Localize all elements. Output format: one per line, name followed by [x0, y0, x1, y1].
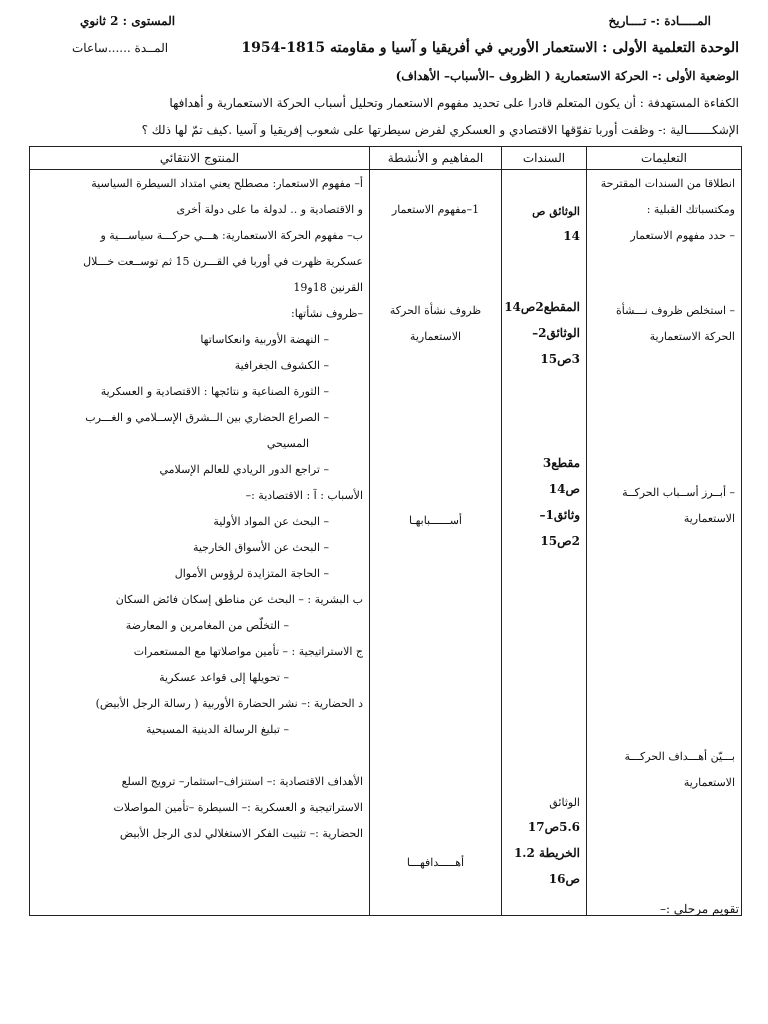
product-line: الاستراتيجية و العسكرية :– السيطرة –تأمين المواصلات: [113, 801, 363, 814]
sources-cell: [502, 170, 587, 916]
evaluation-label: تقويم مرحلي :–: [659, 902, 739, 916]
product-line: – الكشوف الجغرافية: [234, 359, 329, 372]
source-line: وثائق1–: [539, 508, 580, 522]
source-line: الخريطة 1.2: [513, 846, 580, 860]
product-line: د الحضارية :– نشر الحضارة الأوربية ( رسالة الرجل الأبيض): [95, 697, 363, 710]
product-line: – الصراع الحضاري بين الــشرق الإســلامي و الغـــرب: [85, 411, 329, 424]
instruction-line: – أبــرز أســباب الحركــة: [622, 486, 735, 499]
situation-title: الوضعية الأولى :- الحركة الاستعمارية ( الظروف –الأسباب– الأهداف): [395, 69, 739, 83]
subject-label: المـــــادة :- تــــاريخ: [608, 14, 711, 28]
source-line: مقطع3: [542, 456, 580, 470]
table-header-row: [30, 147, 742, 170]
lesson-table: [29, 146, 742, 916]
product-line: – البحث عن الأسواق الخارجية: [192, 541, 329, 554]
competence-text: الكفاءة المستهدفة : أن يكون المتعلم قادرا على تحديد مفهوم الاستعمار وتحليل أسباب الحركة الاستعمارية و أهدافها: [169, 96, 739, 110]
concept-line: الاستعمارية: [409, 330, 462, 343]
instruction-line: ومكتسباتك القبلية :: [646, 203, 735, 216]
product-line: الحضارية :– تثبيت الفكر الاستغلالي لدى الرجل الأبيض: [119, 827, 363, 840]
source-line: 14: [563, 229, 580, 243]
product-line: المسيحي: [266, 437, 309, 450]
concept-line: أســــــبابهـا: [409, 514, 462, 527]
product-line: – الثورة الصناعية و نتائجها : الاقتصادية و العسكرية: [100, 385, 329, 398]
table-body-row: [30, 170, 742, 916]
instruction-line: – حدد مفهوم الاستعمار: [630, 229, 735, 242]
source-line: 5.6ص17: [527, 820, 580, 834]
product-line: – النهضة الأوربية وانعكاساتها: [200, 333, 329, 346]
source-line: المقطع2ص14: [504, 300, 580, 314]
problem-text: الإشكـــــــالية :- وظفت أوربا تفوّقها الاقتصادي و العسكري لفرض سيطرتها على شعوب إفريقيا و آسيا .كيف تمّ لها ذلك ؟: [141, 123, 739, 137]
header-instructions: التعليمات: [587, 147, 742, 170]
product-line: ج الاستراتيجية : – تأمين مواصلاتها مع المستعمرات: [133, 645, 363, 658]
product-line: و الاقتصادية و .. لدولة ما على دولة أخرى: [176, 203, 363, 216]
source-line: ص14: [548, 482, 580, 496]
instruction-line: الاستعمارية: [683, 776, 735, 789]
instructions-cell: [587, 170, 742, 916]
product-line: – البحث عن المواد الأولية: [213, 515, 329, 528]
level-label: المستوى : 2 ثانوي: [80, 14, 176, 28]
product-line: – تبليغ الرسالة الدينية المسيحية: [146, 723, 289, 736]
concept-line: أهـــــدافهـــا: [406, 856, 465, 869]
product-line: – الحاجة المتزايدة لرؤوس الأموال: [174, 567, 329, 580]
header-product: المنتوج الانتقائي: [30, 147, 370, 170]
source-line: 2ص15: [540, 534, 580, 548]
instruction-line: الحركة الاستعمارية: [649, 330, 735, 343]
concepts-cell: [370, 170, 502, 916]
product-line: – تحويلها إلى قواعد عسكرية: [159, 671, 289, 684]
source-line: ص16: [548, 872, 580, 886]
instruction-line: انطلاقا من السندات المقترحة: [600, 177, 735, 190]
source-line: الوثائق ص: [532, 205, 580, 218]
header-sources: السندات: [502, 147, 587, 170]
product-line: الأسباب : آ : الاقتصادية :–: [245, 489, 363, 502]
product-line: – التخلّص من المغامرين و المعارضة: [125, 619, 289, 632]
product-line: –ظروف نشأتها:: [291, 307, 363, 320]
instruction-line: بـــيّن أهـــداف الحركـــة: [624, 750, 735, 763]
product-line: أ– مفهوم الاستعمار: مصطلح يعني امتداد السيطرة السياسية: [91, 177, 363, 190]
product-line: القرنين 18و19: [293, 281, 363, 294]
source-line: الوثائق2–: [532, 326, 580, 340]
concept-line: ظروف نشأة الحركة: [389, 304, 482, 317]
instruction-line: – استخلص ظروف نـــشأة: [616, 304, 735, 317]
product-line: ب– مفهوم الحركة الاستعمارية: هـــي حركـــة سياســـية و: [100, 229, 363, 242]
product-line: عسكرية ظهرت في أوربا في القـــرن 15 ثم توســعت خـــلال: [83, 255, 363, 268]
unit-title: الوحدة التعلمية الأولى : الاستعمار الأوربي في أفريقيا و آسيا و مقاومته 1815-1954: [241, 40, 739, 56]
instruction-line: الاستعمارية: [683, 512, 735, 525]
product-line: ب البشرية : – البحث عن مناطق إسكان فائض السكان: [115, 593, 363, 606]
concept-line: 1–مفهوم الاستعمار: [391, 203, 480, 216]
source-line: الوثائق: [549, 796, 580, 809]
duration-label: المــدة ......ساعات: [72, 41, 169, 55]
product-cell: [30, 170, 370, 916]
product-line: – تراجع الدور الريادي للعالم الإسلامي: [159, 463, 329, 476]
product-line: الأهداف الاقتصادية :– استنزاف–استثمار– ترويج السلع: [121, 775, 363, 788]
header-concepts: المفاهيم و الأنشطة: [370, 147, 502, 170]
source-line: 3ص15: [540, 352, 580, 366]
